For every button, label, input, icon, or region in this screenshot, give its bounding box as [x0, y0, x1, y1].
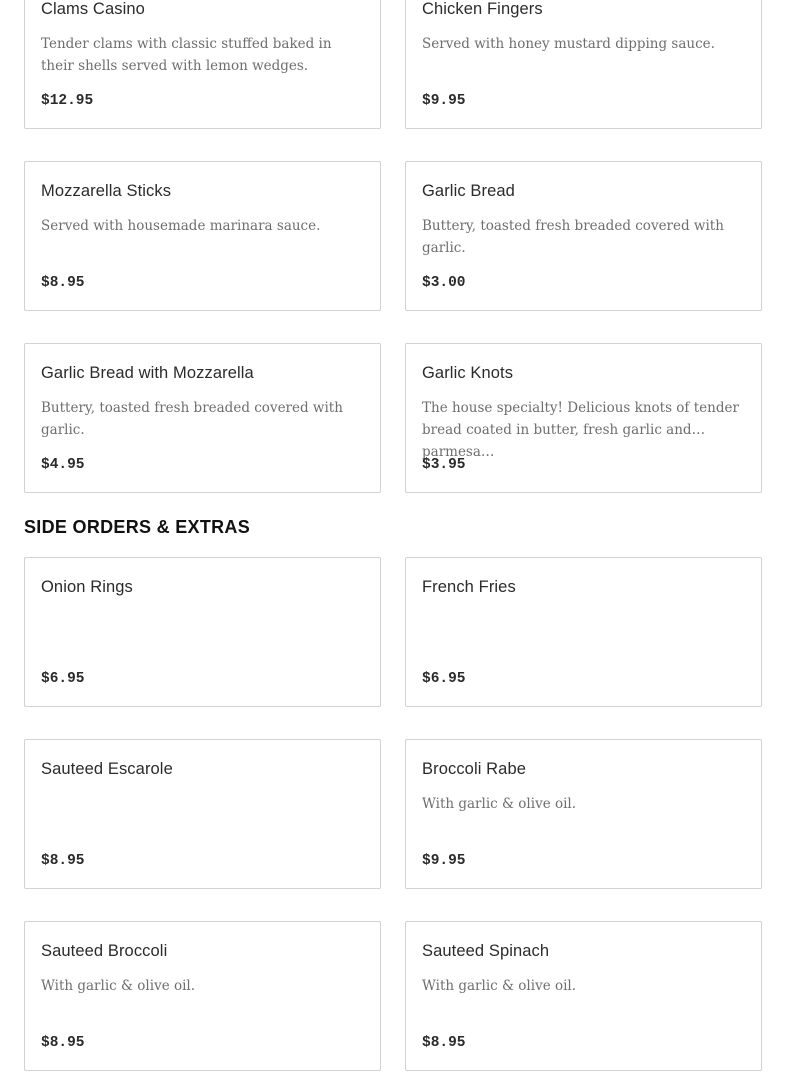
- menu-item-name: French Fries: [422, 578, 516, 596]
- menu-item-price: $6.95: [422, 671, 466, 687]
- menu-item-card[interactable]: [405, 921, 762, 1071]
- menu-item-description: With garlic & olive oil.: [422, 796, 577, 812]
- menu-item-card[interactable]: [24, 0, 381, 129]
- menu-item-price: $12.95: [41, 93, 94, 109]
- menu-item-description: The house specialty! Delicious knots of tender bread coated in butter, fresh garlic and parmesa…: [422, 400, 739, 460]
- menu-item-price: $3.00: [422, 275, 466, 291]
- menu-item-price: $4.95: [41, 457, 85, 473]
- menu-item-price: $3.95: [422, 457, 466, 473]
- menu-item-description: Buttery, toasted fresh breaded covered with garlic.: [41, 400, 343, 438]
- menu-item-name: Sauteed Spinach: [422, 942, 550, 960]
- menu-item-description: With garlic & olive oil.: [41, 978, 196, 994]
- menu-item-price: $8.95: [41, 1035, 85, 1051]
- menu-item-description: Served with honey mustard dipping sauce.: [422, 36, 715, 52]
- menu-item-card[interactable]: [24, 557, 381, 707]
- menu-item-name: Mozzarella Sticks: [41, 182, 172, 200]
- menu-item-card[interactable]: [405, 161, 762, 311]
- menu-item-price: $6.95: [41, 671, 85, 687]
- menu-item-price: $8.95: [422, 1035, 466, 1051]
- menu-item-name: Clams Casino: [41, 0, 145, 18]
- menu-item-name: Sauteed Broccoli: [41, 942, 168, 960]
- menu-item-card[interactable]: [405, 0, 762, 129]
- menu-item-price: $8.95: [41, 853, 85, 869]
- menu-item-card[interactable]: [24, 161, 381, 311]
- section-title: SIDE ORDERS & EXTRAS: [24, 517, 251, 537]
- menu-item-card[interactable]: [24, 921, 381, 1071]
- menu-item-card[interactable]: [405, 343, 762, 493]
- menu-item-name: Onion Rings: [41, 578, 133, 596]
- menu-item-card[interactable]: [24, 739, 381, 889]
- menu-item-name: Garlic Bread: [422, 182, 515, 200]
- menu-item-price: $8.95: [41, 275, 85, 291]
- menu-item-name: Garlic Bread with Mozzarella: [41, 364, 254, 382]
- menu-item-name: Garlic Knots: [422, 364, 514, 382]
- menu-item-name: Sauteed Escarole: [41, 760, 173, 778]
- menu-item-card[interactable]: [24, 343, 381, 493]
- menu-item-description: Served with housemade marinara sauce.: [41, 218, 321, 234]
- menu-item-description: With garlic & olive oil.: [422, 978, 577, 994]
- menu-item-card[interactable]: [405, 557, 762, 707]
- menu-item-name: Broccoli Rabe: [422, 760, 527, 778]
- menu-item-card[interactable]: [405, 739, 762, 889]
- menu-item-price: $9.95: [422, 93, 466, 109]
- menu-item-price: $9.95: [422, 853, 466, 869]
- menu-item-description: Buttery, toasted fresh breaded covered with garlic.: [422, 218, 724, 256]
- menu-item-name: Chicken Fingers: [422, 0, 543, 18]
- menu-item-description: Tender clams with classic stuffed baked in their shells served with lemon wedges.: [41, 36, 332, 74]
